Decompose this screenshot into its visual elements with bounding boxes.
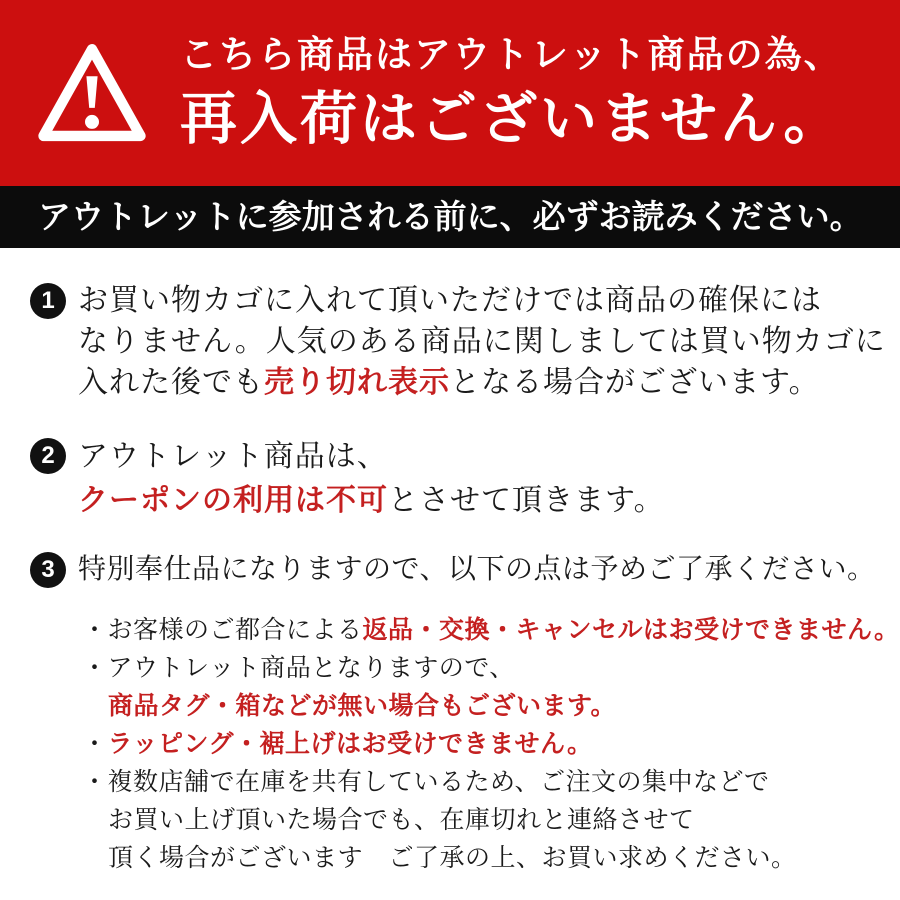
- bullet-outlet-line-2-emphasis: 商品タグ・箱などが無い場合もございます。: [108, 692, 617, 720]
- warning-banner: [0, 0, 900, 186]
- note-1: [30, 280, 890, 403]
- note-3-bullet-list: [82, 611, 900, 877]
- note-3-heading: 特別奉仕品になりますので、以下の点は予めご了承ください。: [78, 553, 876, 584]
- bullet-shared-stock: [82, 763, 890, 801]
- bullet-returns: [82, 611, 900, 649]
- banner-line-1: こちら商品はアウトレット商品の為、: [180, 34, 843, 76]
- bullet-outlet-line-1: アウトレット商品となりますので、: [107, 654, 515, 682]
- bullet-outlet-condition: [82, 649, 890, 687]
- note-1-text: [78, 280, 886, 403]
- read-before-banner: アウトレットに参加される前に、必ずお読みください。: [0, 186, 900, 248]
- note-2-number-badge: 2: [30, 438, 66, 474]
- notes-section: [0, 248, 900, 877]
- note-1-line-1: お買い物カゴに入れて頂いただけでは商品の確保には: [78, 284, 822, 317]
- bullet-mark: ・: [82, 654, 108, 682]
- note-3: [30, 549, 890, 589]
- banner-line-2: 再入荷はございません。: [180, 87, 844, 151]
- bullet-returns-emphasis: 返品・交換・キャンセルはお受けできません。: [362, 616, 900, 644]
- banner-text-block: [180, 35, 843, 150]
- note-1-line-3: [78, 362, 886, 403]
- bullet-mark: ・: [82, 768, 108, 796]
- warning-triangle-icon: [36, 39, 148, 147]
- note-3-text: [78, 549, 875, 589]
- bullet-mark: ・: [82, 730, 108, 758]
- note-2-line-2: [78, 479, 665, 523]
- bullet-wrapping: [82, 725, 890, 763]
- note-1-soldout-emphasis: 売り切れ表示: [264, 366, 450, 399]
- note-2-line-2-post: とさせて頂きます。: [388, 484, 665, 517]
- bullet-returns-pre: お客様のご都合による: [107, 616, 363, 644]
- note-2-coupon-emphasis: クーポンの利用は不可: [78, 484, 388, 517]
- note-1-line-3-pre: 入れた後でも: [78, 366, 264, 399]
- bullet-shared-stock-line-1: 複数店舗で在庫を共有しているため、ご注文の集中などで: [107, 768, 770, 796]
- note-1-line-3-post: となる場合がございます。: [450, 366, 820, 399]
- bullet-mark: ・: [82, 616, 108, 644]
- note-2-line-1: アウトレット商品は、: [78, 440, 388, 473]
- note-3-number-badge: 3: [30, 552, 66, 588]
- note-1-line-2: なりません。人気のある商品に関しましては買い物カゴに: [78, 325, 886, 358]
- note-2-text: [78, 435, 665, 523]
- note-2: [30, 435, 890, 523]
- bullet-shared-stock-line-2: お買い上げ頂いた場合でも、在庫切れと連絡させて: [108, 806, 695, 834]
- note-1-number-badge: 1: [30, 283, 66, 319]
- bullet-wrapping-emphasis: ラッピング・裾上げはお受けできません。: [107, 730, 593, 758]
- bullet-shared-stock-line-3: 頂く場合がございます ご了承の上、お買い求めください。: [108, 844, 797, 872]
